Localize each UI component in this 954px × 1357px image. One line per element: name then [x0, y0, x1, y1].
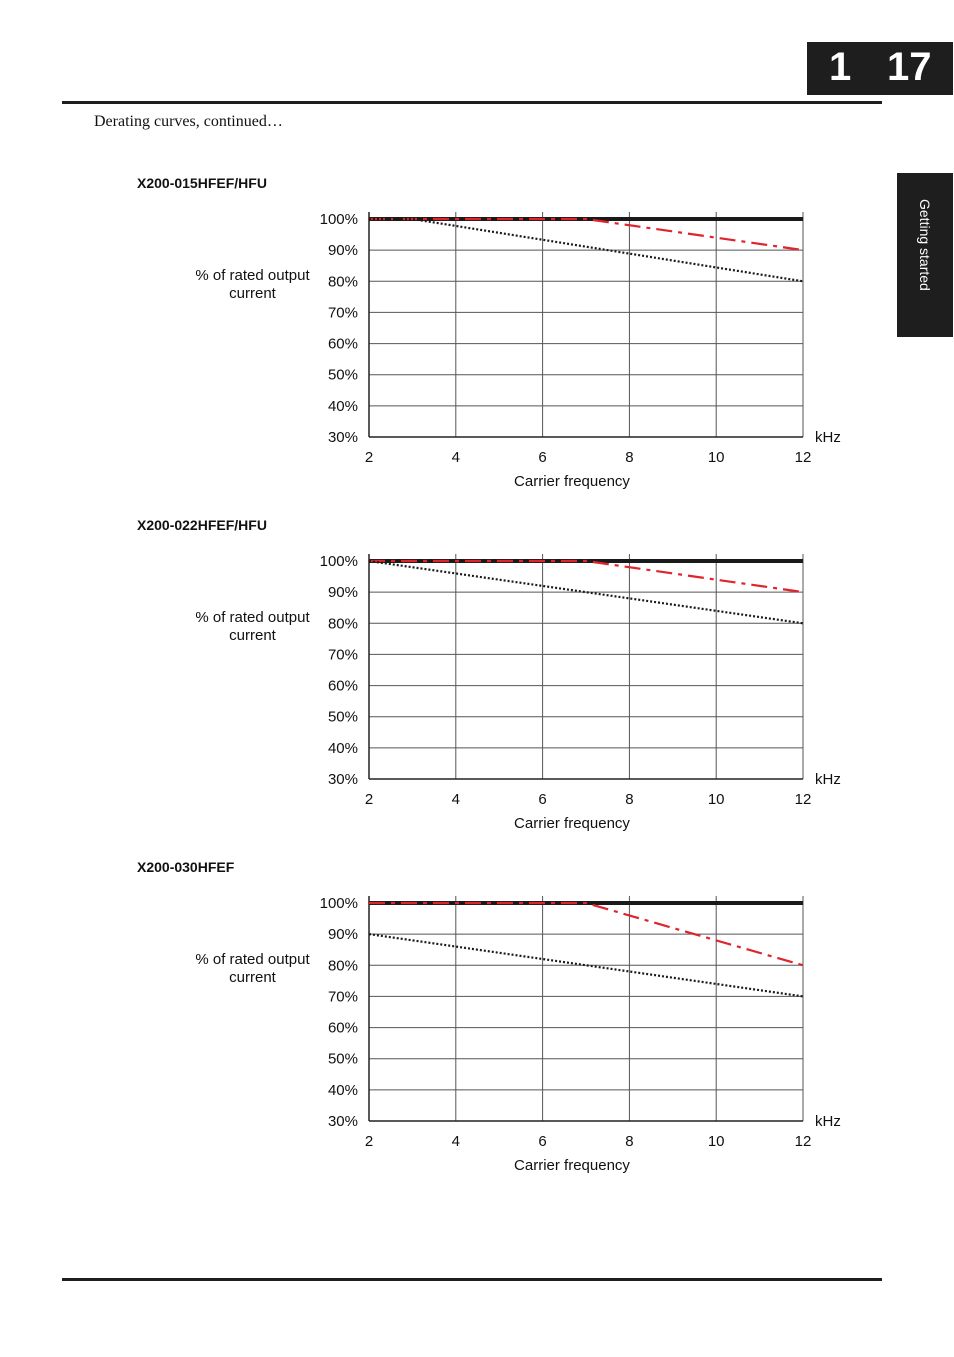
- x-tick-label: 10: [707, 1133, 725, 1150]
- section-side-tab: [897, 173, 953, 337]
- y-tick-label: 50%: [327, 366, 358, 384]
- y-tick-label: 80%: [327, 957, 358, 975]
- intro-text: Derating curves, continued…: [94, 113, 283, 130]
- x-tick-label: 4: [451, 1133, 460, 1150]
- y-axis-label: % of rated output current: [195, 951, 310, 986]
- y-tick-label: 40%: [327, 739, 358, 757]
- y-tick-label: 60%: [327, 677, 358, 695]
- x-unit-label: kHz: [815, 1113, 841, 1130]
- y-tick-label: 90%: [327, 242, 358, 260]
- chart-title: X200-030HFEF: [137, 859, 235, 875]
- x-tick-label: 4: [451, 449, 460, 466]
- y-tick-label: 100%: [319, 211, 358, 228]
- x-tick-label: 12: [794, 449, 812, 466]
- x-tick-label: 12: [794, 1133, 812, 1150]
- section-side-tab-label: Getting started: [917, 199, 933, 291]
- x-axis-label: Carrier frequency: [514, 1157, 630, 1174]
- y-tick-label: 60%: [327, 335, 358, 353]
- x-tick-label: 8: [625, 449, 634, 466]
- y-tick-label: 70%: [327, 988, 358, 1006]
- y-tick-label: 30%: [327, 1113, 358, 1130]
- x-tick-label: 2: [364, 1133, 374, 1150]
- x-tick-label: 2: [364, 449, 374, 466]
- derating-chart: [300, 200, 860, 500]
- y-tick-label: 80%: [327, 273, 358, 291]
- x-tick-label: 8: [625, 1133, 634, 1150]
- page-number: 17: [887, 45, 932, 89]
- x-tick-label: 8: [625, 791, 634, 808]
- x-tick-label: 12: [794, 791, 812, 808]
- y-tick-label: 70%: [327, 304, 358, 322]
- x-tick-label: 10: [707, 449, 725, 466]
- y-tick-label: 90%: [327, 584, 358, 602]
- chapter-page-tab: [807, 42, 953, 95]
- x-tick-label: 2: [364, 791, 374, 808]
- x-tick-label: 6: [538, 1133, 547, 1150]
- x-tick-label: 6: [538, 791, 547, 808]
- y-tick-label: 70%: [327, 646, 358, 664]
- y-axis-label: % of rated output current: [195, 267, 310, 302]
- y-axis-label: % of rated output current: [195, 609, 310, 644]
- y-tick-label: 100%: [319, 553, 358, 570]
- y-tick-label: 50%: [327, 1050, 358, 1068]
- x-unit-label: kHz: [815, 429, 841, 446]
- y-tick-label: 40%: [327, 1081, 358, 1099]
- y-tick-label: 90%: [327, 926, 358, 944]
- chapter-number: 1: [829, 45, 852, 89]
- x-unit-label: kHz: [815, 771, 841, 788]
- y-tick-label: 100%: [319, 895, 358, 912]
- derating-chart: [300, 884, 860, 1184]
- y-tick-label: 30%: [327, 429, 358, 446]
- x-tick-label: 6: [538, 449, 547, 466]
- chart-title: X200-022HFEF/HFU: [137, 517, 267, 533]
- series-line-dashdot: [369, 561, 803, 592]
- y-tick-label: 30%: [327, 771, 358, 788]
- y-tick-label: 40%: [327, 397, 358, 415]
- x-tick-label: 10: [707, 791, 725, 808]
- y-tick-label: 60%: [327, 1019, 358, 1037]
- footer-rule: [62, 1278, 882, 1281]
- y-tick-label: 80%: [327, 615, 358, 633]
- chart-title: X200-015HFEF/HFU: [137, 175, 267, 191]
- header-rule: [62, 101, 882, 104]
- series-line-dashdot: [369, 219, 803, 250]
- y-tick-label: 50%: [327, 708, 358, 726]
- x-axis-label: Carrier frequency: [514, 473, 630, 490]
- x-axis-label: Carrier frequency: [514, 815, 630, 832]
- derating-chart: [300, 542, 860, 842]
- x-tick-label: 4: [451, 791, 460, 808]
